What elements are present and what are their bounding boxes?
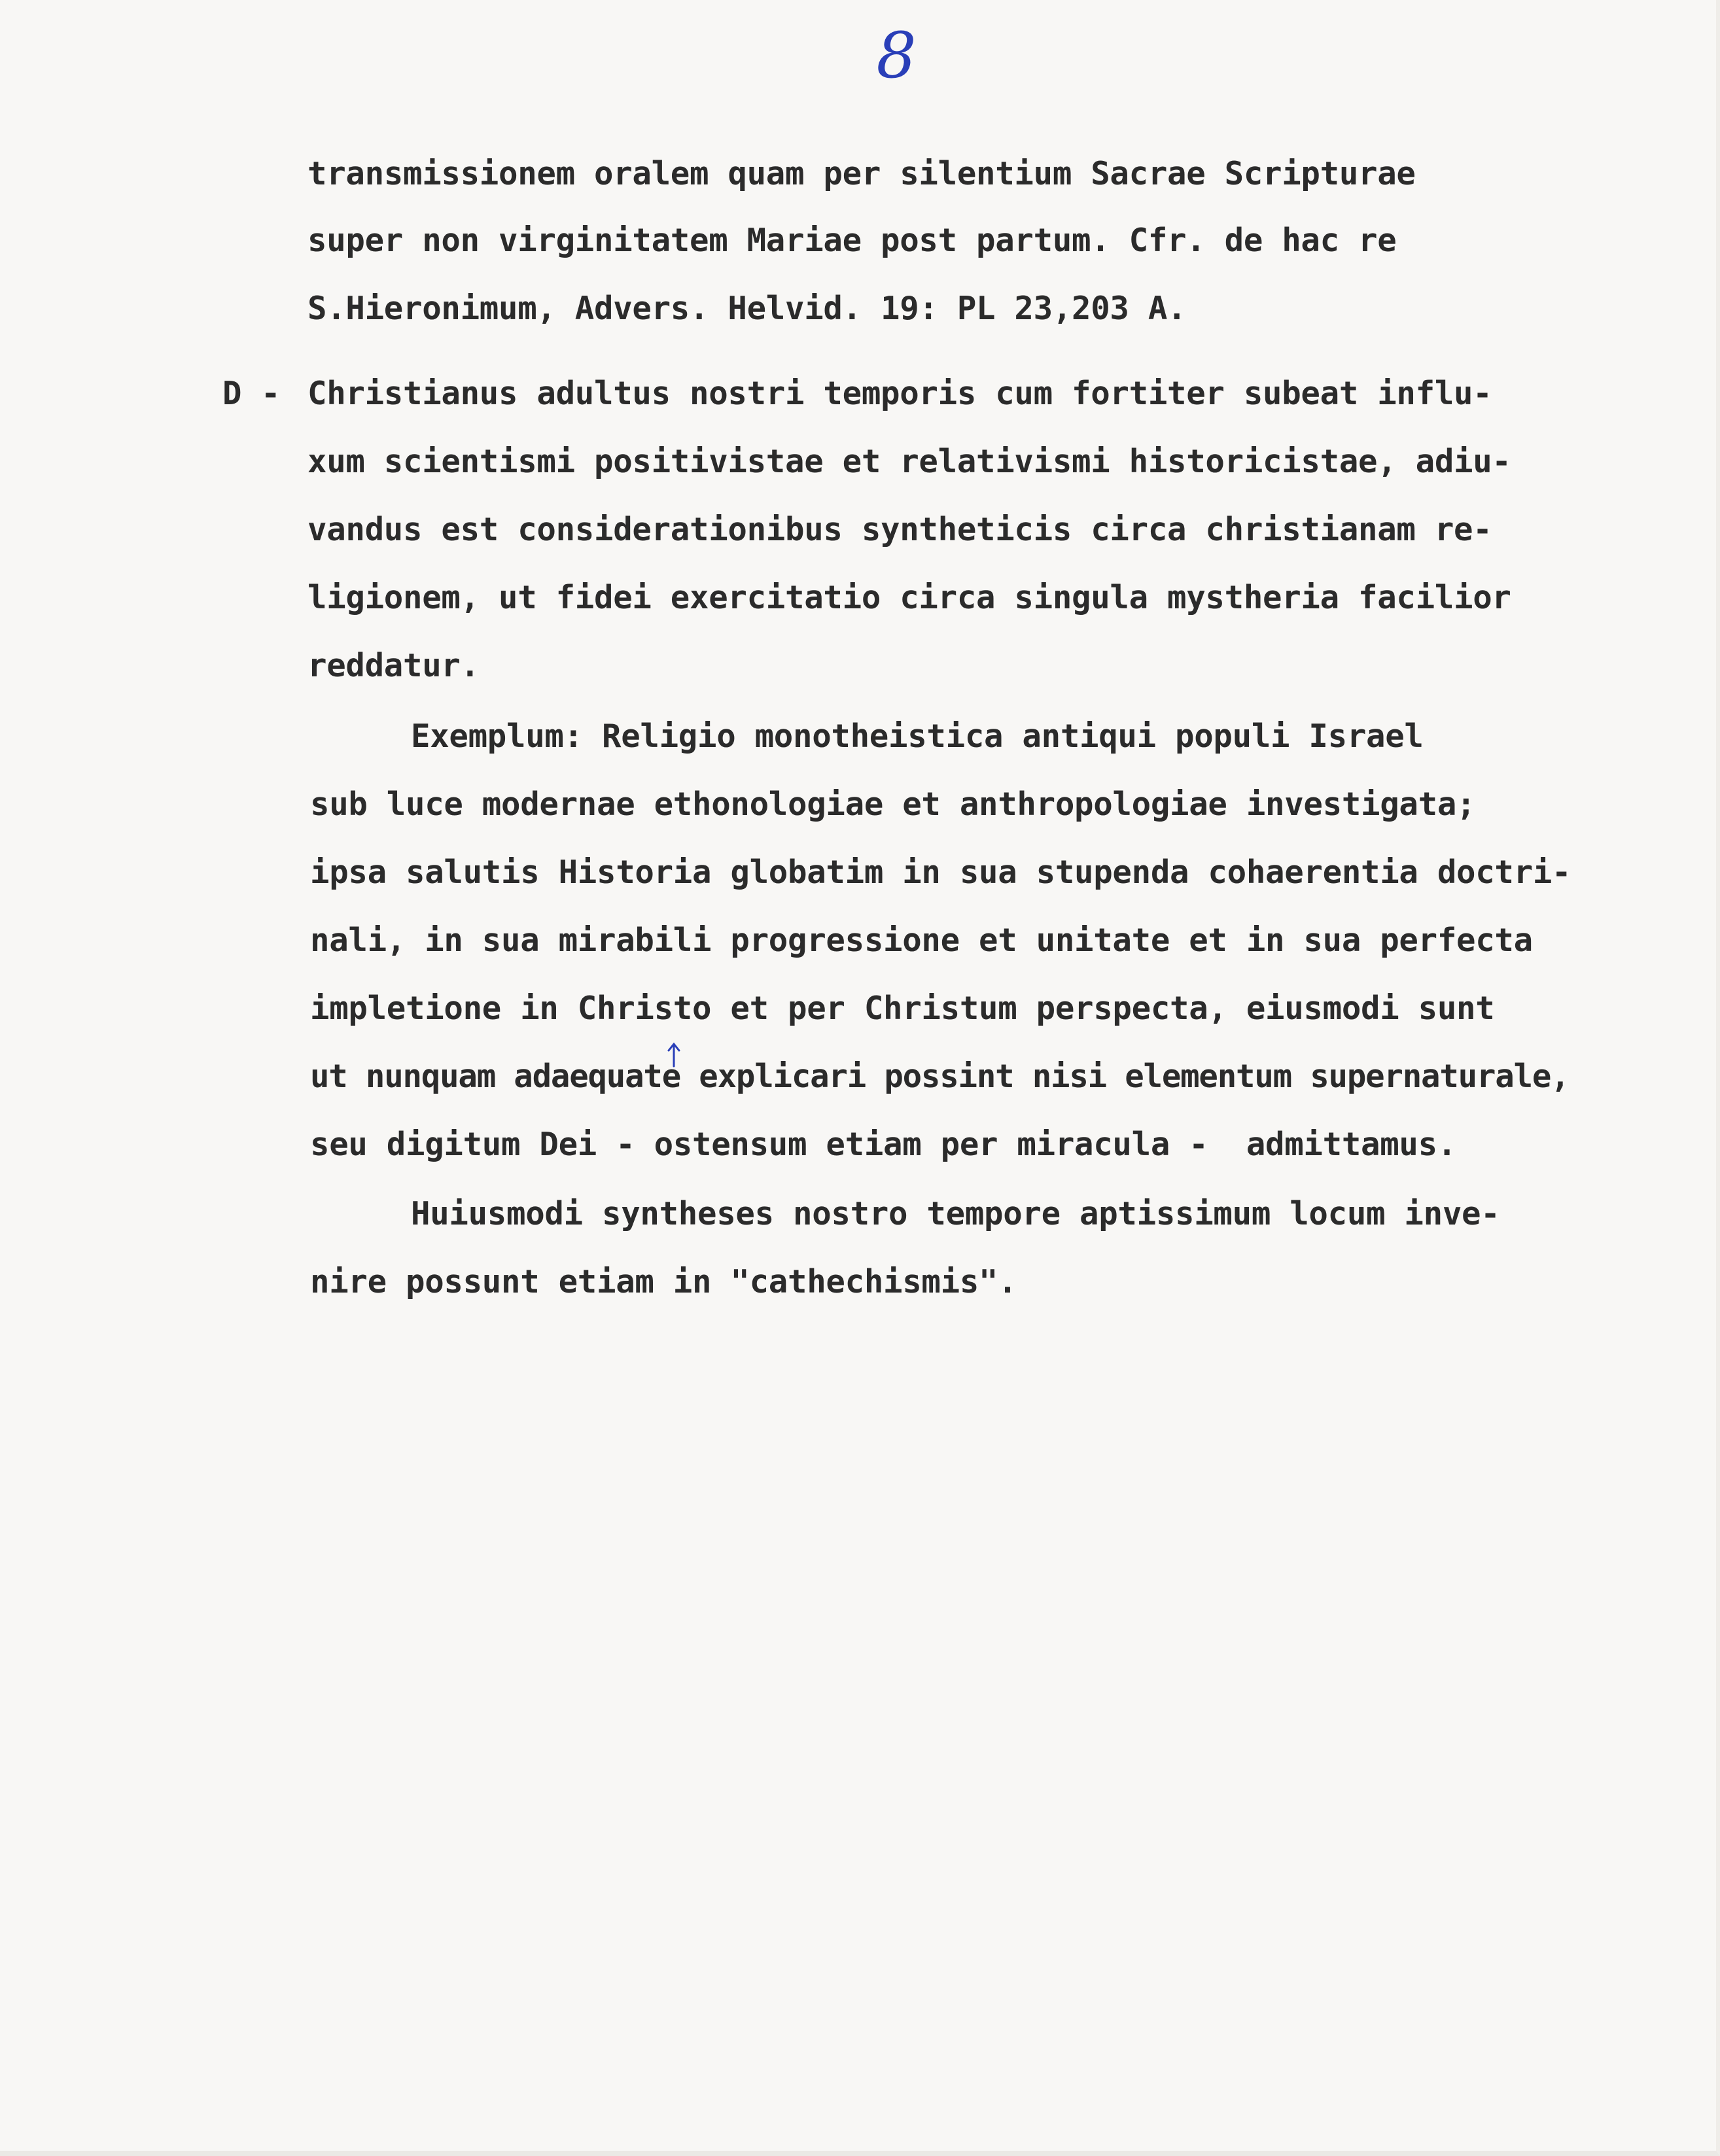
- text-line: vandus est considerationibus syntheticis circa christianam re-: [307, 511, 1492, 548]
- text-line: xum scientismi positivistae et relativismi historicistae, adiu-: [307, 443, 1511, 480]
- text-line: Exemplum: Religio monotheistica antiqui populi Israel: [411, 718, 1424, 755]
- text-line: nire possunt etiam in "cathechismis".: [310, 1263, 1017, 1300]
- text-line: Huiusmodi syntheses nostro tempore aptissimum locum inve-: [411, 1195, 1500, 1232]
- handwritten-caret-icon: [666, 1041, 682, 1068]
- text-line: super non virginitatem Mariae post partum. Cfr. de hac re: [307, 222, 1397, 259]
- text-line: S.Hieronimum, Advers. Helvid. 19: PL 23,203 A.: [307, 290, 1187, 327]
- text-line: transmissionem oralem quam per silentium Sacrae Scripturae: [307, 155, 1416, 192]
- section-marker: D -: [222, 375, 281, 412]
- text-line: impletione in Christo et per Christum perspecta, eiusmodi sunt: [310, 990, 1495, 1027]
- text-line: ut nunquam adaequate explicari possint nisi elementum supernaturale,: [310, 1058, 1570, 1095]
- text-line: seu digitum Dei - ostensum etiam per miracula - admittamus.: [310, 1126, 1457, 1163]
- text-line: sub luce modernae ethonologiae et anthropologiae investigata;: [310, 786, 1476, 823]
- text-line: ipsa salutis Historia globatim in sua stupenda cohaerentia doctri-: [310, 854, 1571, 891]
- text-line: reddatur.: [307, 647, 480, 684]
- text-line: nali, in sua mirabili progressione et unitate et in sua perfecta: [310, 922, 1533, 959]
- text-line: ligionem, ut fidei exercitatio circa singula mystheria facilior: [307, 579, 1511, 616]
- handwritten-page-number: 8: [876, 19, 917, 92]
- text-line: Christianus adultus nostri temporis cum fortiter subeat influ-: [307, 375, 1492, 412]
